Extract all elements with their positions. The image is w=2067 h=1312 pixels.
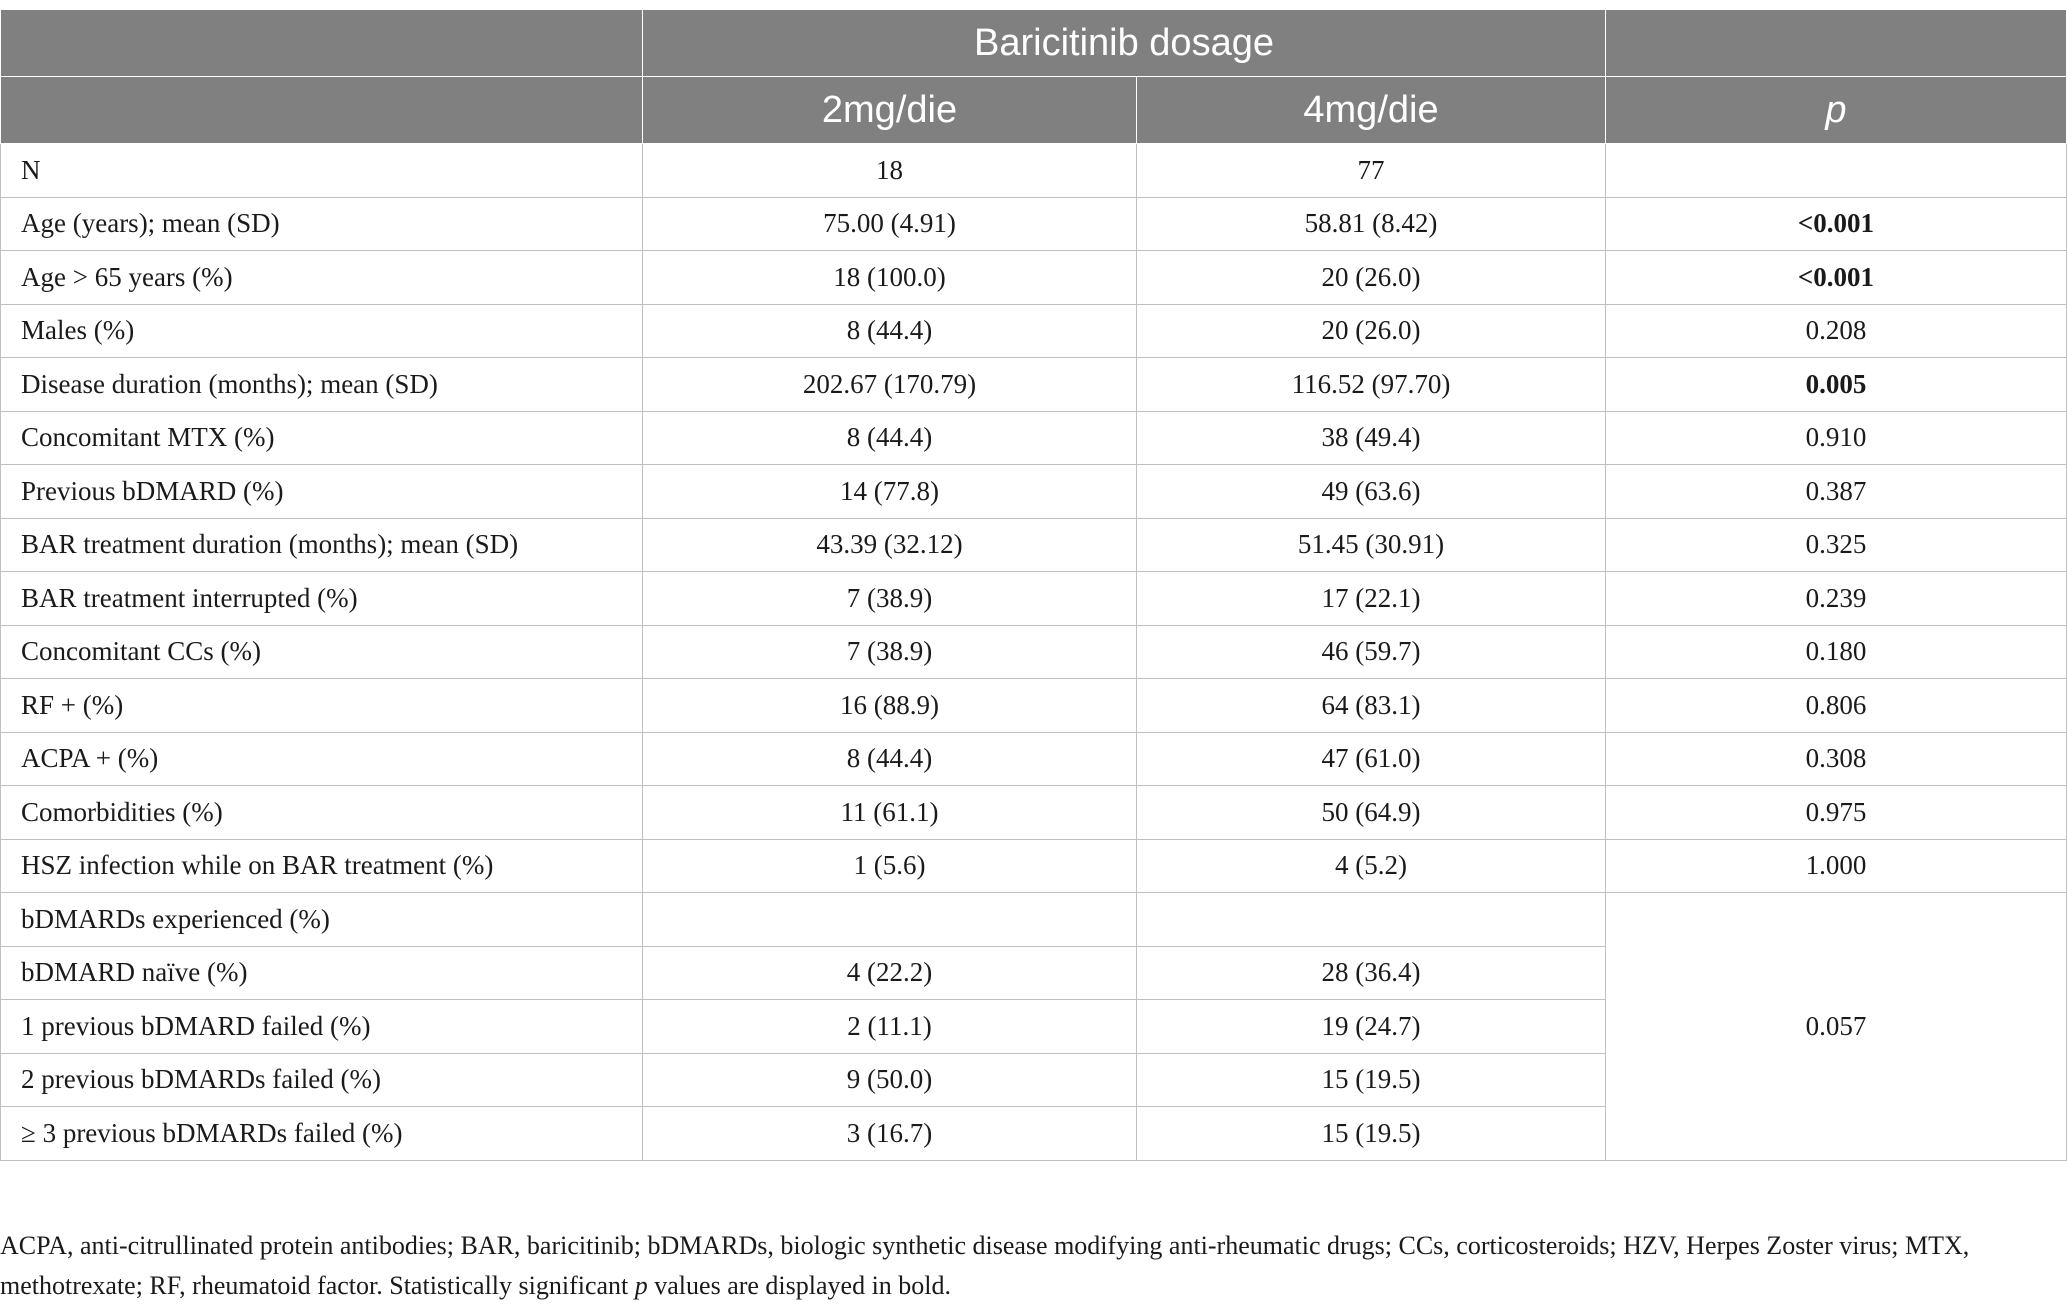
value-4mg: 77 [1137, 144, 1606, 198]
value-2mg: 11 (61.1) [643, 786, 1137, 840]
p-value: 0.005 [1606, 358, 2067, 412]
p-value: 0.806 [1606, 679, 2067, 733]
p-value: 0.325 [1606, 518, 2067, 572]
row-label: ACPA + (%) [1, 732, 643, 786]
value-2mg: 8 (44.4) [643, 732, 1137, 786]
header-col-4mg: 4mg/die [1137, 77, 1606, 144]
value-2mg: 18 (100.0) [643, 251, 1137, 305]
value-4mg: 58.81 (8.42) [1137, 197, 1606, 251]
table-row [1, 358, 2067, 412]
value-2mg: 202.67 (170.79) [643, 358, 1137, 412]
value-2mg: 7 (38.9) [643, 572, 1137, 626]
row-label: Comorbidities (%) [1, 786, 643, 840]
p-value [1606, 144, 2067, 198]
value-4mg: 15 (19.5) [1137, 1107, 1606, 1161]
value-2mg: 1 (5.6) [643, 839, 1137, 893]
value-4mg: 28 (36.4) [1137, 946, 1606, 1000]
value-2mg: 3 (16.7) [643, 1107, 1137, 1161]
table-row [1, 786, 2067, 840]
footnote-text-end: values are displayed in bold. [647, 1271, 952, 1300]
p-value: 0.910 [1606, 411, 2067, 465]
header-col-2mg: 2mg/die [643, 77, 1137, 144]
value-2mg: 8 (44.4) [643, 304, 1137, 358]
value-4mg: 47 (61.0) [1137, 732, 1606, 786]
footnote-p-italic: p [634, 1271, 648, 1300]
p-value: 0.387 [1606, 465, 2067, 519]
p-value: 0.239 [1606, 572, 2067, 626]
baseline-characteristics-table [0, 9, 2067, 1161]
table-row [1, 625, 2067, 679]
header-empty-cell [1, 77, 643, 144]
value-2mg: 18 [643, 144, 1137, 198]
value-2mg [643, 893, 1137, 947]
p-value: <0.001 [1606, 197, 2067, 251]
row-label: Age (years); mean (SD) [1, 197, 643, 251]
table-row [1, 839, 2067, 893]
row-label: bDMARDs experienced (%) [1, 893, 643, 947]
table-row [1, 679, 2067, 733]
p-value: 0.208 [1606, 304, 2067, 358]
table-row [1, 251, 2067, 305]
row-label: Previous bDMARD (%) [1, 465, 643, 519]
value-4mg: 15 (19.5) [1137, 1053, 1606, 1107]
header-col-p: p [1606, 77, 2067, 144]
p-value: 0.975 [1606, 786, 2067, 840]
value-2mg: 16 (88.9) [643, 679, 1137, 733]
row-label: HSZ infection while on BAR treatment (%) [1, 839, 643, 893]
p-value-bdmards-group: 0.057 [1606, 893, 2067, 1161]
value-4mg: 50 (64.9) [1137, 786, 1606, 840]
row-label: Concomitant MTX (%) [1, 411, 643, 465]
p-value: <0.001 [1606, 251, 2067, 305]
value-2mg: 43.39 (32.12) [643, 518, 1137, 572]
value-2mg: 9 (50.0) [643, 1053, 1137, 1107]
row-label: Males (%) [1, 304, 643, 358]
value-4mg: 64 (83.1) [1137, 679, 1606, 733]
table-row [1, 197, 2067, 251]
value-4mg: 20 (26.0) [1137, 251, 1606, 305]
value-4mg: 38 (49.4) [1137, 411, 1606, 465]
value-2mg: 2 (11.1) [643, 1000, 1137, 1054]
header-empty-cell [1606, 10, 2067, 77]
value-2mg: 4 (22.2) [643, 946, 1137, 1000]
header-empty-cell [1, 10, 643, 77]
row-label: Age > 65 years (%) [1, 251, 643, 305]
value-4mg: 116.52 (97.70) [1137, 358, 1606, 412]
table-row [1, 411, 2067, 465]
value-2mg: 8 (44.4) [643, 411, 1137, 465]
p-value: 1.000 [1606, 839, 2067, 893]
value-4mg: 19 (24.7) [1137, 1000, 1606, 1054]
table-row [1, 732, 2067, 786]
footnote-text: ACPA, anti-citrullinated protein antibodies; BAR, baricitinib; bDMARDs, biologic synthetic disease modifying anti-rheumatic drugs; CCs, corticosteroids; HZV, Herpes Zoster virus; MTX, methotrexate; RF, rheumatoid factor. Statistically significant [0, 1231, 1970, 1300]
table-row [1, 144, 2067, 198]
row-label: N [1, 144, 643, 198]
row-label: RF + (%) [1, 679, 643, 733]
table-row [1, 465, 2067, 519]
value-4mg: 46 (59.7) [1137, 625, 1606, 679]
row-label: bDMARD naïve (%) [1, 946, 643, 1000]
value-4mg [1137, 893, 1606, 947]
table-row [1, 518, 2067, 572]
row-label: Disease duration (months); mean (SD) [1, 358, 643, 412]
row-label: ≥ 3 previous bDMARDs failed (%) [1, 1107, 643, 1161]
value-2mg: 7 (38.9) [643, 625, 1137, 679]
table-footnote [0, 1226, 2050, 1306]
value-2mg: 75.00 (4.91) [643, 197, 1137, 251]
value-4mg: 20 (26.0) [1137, 304, 1606, 358]
row-label: 1 previous bDMARD failed (%) [1, 1000, 643, 1054]
value-2mg: 14 (77.8) [643, 465, 1137, 519]
row-label: BAR treatment interrupted (%) [1, 572, 643, 626]
header-group-title: Baricitinib dosage [643, 10, 1606, 77]
value-4mg: 4 (5.2) [1137, 839, 1606, 893]
table-row [1, 304, 2067, 358]
table-row [1, 893, 2067, 947]
p-value: 0.180 [1606, 625, 2067, 679]
value-4mg: 49 (63.6) [1137, 465, 1606, 519]
p-value: 0.308 [1606, 732, 2067, 786]
value-4mg: 51.45 (30.91) [1137, 518, 1606, 572]
value-4mg: 17 (22.1) [1137, 572, 1606, 626]
row-label: 2 previous bDMARDs failed (%) [1, 1053, 643, 1107]
row-label: Concomitant CCs (%) [1, 625, 643, 679]
table-row [1, 572, 2067, 626]
row-label: BAR treatment duration (months); mean (SD) [1, 518, 643, 572]
